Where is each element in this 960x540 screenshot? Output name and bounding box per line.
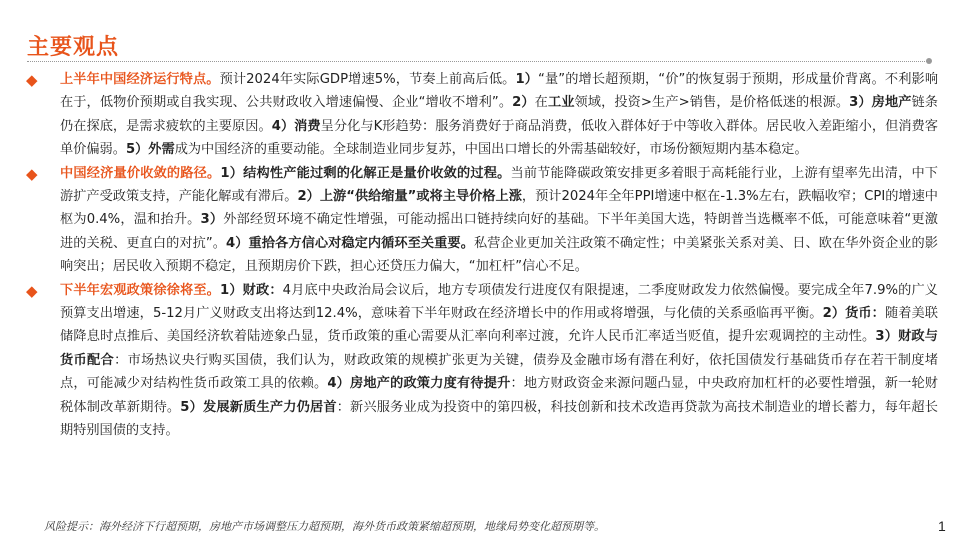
bold-phrase: 1）结构性产能过剩的化解正是量价收敛的过程。 xyxy=(220,165,511,181)
bold-phrase: 4）消费 xyxy=(271,118,321,134)
bold-phrase: 4）重拾各方信心对稳定内循环至关重要。 xyxy=(226,235,474,251)
risk-note: 风险提示：海外经济下行超预期，房地产市场调整压力超预期，海外货币政策紧缩超预期，地缘局势变化超预期等。 xyxy=(44,520,605,533)
bold-phrase: 工业 xyxy=(547,95,575,111)
key-point-3 xyxy=(26,279,938,443)
title-divider xyxy=(27,61,929,62)
body-text: ：新兴服务业成为投资中的第四极，科技创新和技术改造再贷款为高技术制造业的增长蓄力，每年超长期特别国债的支持。 xyxy=(60,399,938,439)
body-text: 呈分化与K形趋势：服务消费好于商品消费，低收入群体好于中等收入群体。居民收入差距缩小，但消费客单价偏弱。 xyxy=(60,118,938,158)
key-point-2 xyxy=(26,162,938,279)
bold-phrase: 3） xyxy=(200,212,224,228)
point-text xyxy=(60,166,938,275)
bold-phrase: 5）外需 xyxy=(125,142,175,158)
bold-phrase: 1） xyxy=(515,72,539,87)
bold-phrase: 2）上游“供给缩量”或将主导价格上涨 xyxy=(297,189,522,205)
body-text: 4月底中央政治局会议后，地方专项债发行进度仅有限提速，二季度财政发力依然偏慢。要完成全年7.9%的广义预算支出增速，5-12月广义财政支出将达到12.4%，意味着下半年财政在经济增长中的作用或将增强，与化债的关系亟临再平衡。 xyxy=(60,282,938,322)
body-text: 随着美联储降息时点推后、美国经济软着陆迹象凸显，货币政策的重心需要从汇率向利率过渡，允许人民币汇率适当贬值，提升宏观调控的主动性。 xyxy=(60,306,938,345)
body-text: 外部经贸环境不确定性增强，可能动摇出口链持续向好的基础。下半年美国大选，特朗普当选概率不低，可能意味着“更激进的关税、更直白的对抗”。 xyxy=(60,212,938,251)
body-text: “量”的增长超预期，“价”的恢复弱于预期，形成量价背离。不利影响在于，低物价预期或自我实现、公共财政收入增速偏慢、企业“增收不增利”。 xyxy=(60,72,939,111)
diamond-bullet-icon: ◆ xyxy=(26,281,38,300)
point-text xyxy=(60,72,938,157)
body-text: 当前节能降碳政策安排更多着眼于高耗能行业，上游有望率先出清，中下游扩产受政策支持，产能化解或有滞后。 xyxy=(60,165,938,205)
body-text: 成为中国经济的重要动能。全球制造业同步复苏，中国出口增长的外需基础较好，市场份额短期内基本稳定。 xyxy=(174,142,808,158)
diamond-bullet-icon: ◆ xyxy=(26,71,38,89)
point-heading: 下半年宏观政策徐徐将至。 xyxy=(60,282,220,298)
page-number: 1 xyxy=(938,518,946,534)
bold-phrase: 4）房地产的政策力度有待提升 xyxy=(327,376,511,392)
body-text: ：地方财政资金来源问题凸显，中央政府加杠杆的必要性增强，新一轮财税体制改革新期待。 xyxy=(60,376,938,415)
body-text: 在 xyxy=(534,95,548,111)
main-content xyxy=(26,68,938,443)
body-text: 领域，投资>生产>销售，是价格低迷的根源。 xyxy=(574,95,850,111)
body-text: 私营企业更加关注政策不确定性；中美紧张关系对美、日、欧在华外资企业的影响突出；居民收入预期不稳定，且预期房价下跌，担心还贷压力偏大，“加杠杆”信心不足。 xyxy=(60,235,938,275)
body-text: 链条仍在探底，是需求疲软的主要原因。 xyxy=(60,95,938,134)
body-text: ：市场热议央行购买国债，我们认为，财政政策的规模扩张更为关键，债券及金融市场有潜在利好，依托国债发行基础货币存在若干制度堵点，可能减少对结构性货币政策工具的依赖。 xyxy=(60,352,939,392)
body-text: ，预计2024年全年PPI增速中枢在-1.3%左右，跌幅收窄；CPI的增速中枢为0.4%，温和抬升。 xyxy=(60,189,938,228)
key-point-1 xyxy=(26,68,938,162)
bold-phrase: 2）货币： xyxy=(822,306,885,322)
point-heading: 中国经济量价收敛的路径。 xyxy=(60,165,221,181)
bold-phrase: 2） xyxy=(512,95,535,111)
body-text: 预计2024年实际GDP增速5%，节奏上前高后低。 xyxy=(219,72,516,87)
page-title: 主要观点 xyxy=(27,35,120,60)
bold-phrase: 3）房地产 xyxy=(849,95,912,111)
bold-phrase: 1）财政： xyxy=(220,282,283,298)
divider-end-dot xyxy=(926,58,932,64)
diamond-bullet-icon: ◆ xyxy=(26,164,38,183)
point-text xyxy=(60,283,938,438)
point-heading: 上半年中国经济运行特点。 xyxy=(60,72,220,87)
bold-phrase: 5）发展新质生产力仍居首 xyxy=(180,399,337,415)
bold-phrase: 3）财政与货币配合 xyxy=(60,329,938,368)
